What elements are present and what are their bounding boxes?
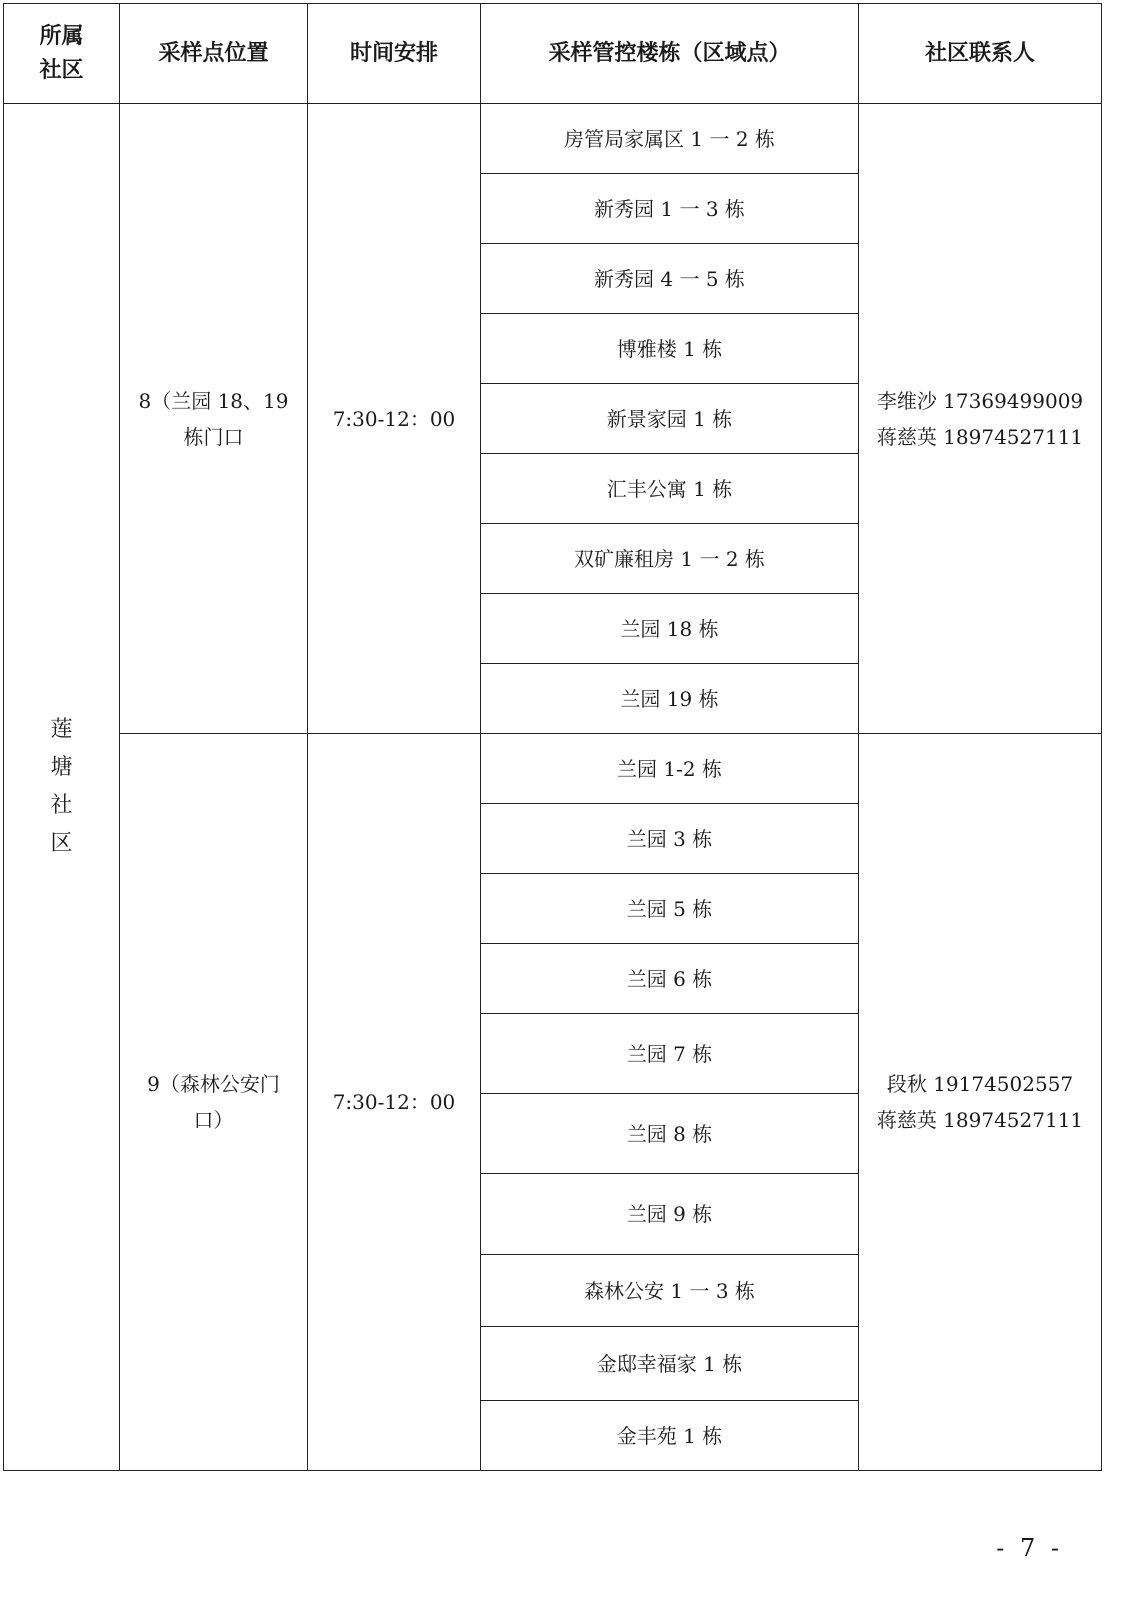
building-cell: 房管局家属区 1 一 2 栋	[481, 104, 859, 174]
community-cell	[4, 104, 120, 1471]
header-row	[4, 4, 1102, 104]
building-cell: 兰园 3 栋	[481, 804, 859, 874]
building-cell: 兰园 18 栋	[481, 594, 859, 664]
site-cell	[120, 104, 308, 734]
building-cell: 兰园 7 栋	[481, 1014, 859, 1094]
building-cell: 兰园 9 栋	[481, 1174, 859, 1255]
site-label: 8（兰园 18、19 栋门口	[138, 388, 289, 449]
header-buildings: 采样管控楼栋（区域点）	[481, 4, 859, 104]
contact-entry: 段秋 19174502557	[886, 1072, 1074, 1096]
header-community: 所属社区	[4, 4, 120, 104]
page-number: - 7 -	[996, 1534, 1063, 1562]
building-cell: 兰园 19 栋	[481, 664, 859, 734]
building-cell: 新秀园 1 一 3 栋	[481, 174, 859, 244]
building-cell: 金邸幸福家 1 栋	[481, 1327, 859, 1401]
contacts-cell	[859, 104, 1102, 734]
building-cell: 金丰苑 1 栋	[481, 1401, 859, 1471]
time-cell	[308, 104, 481, 734]
community-name: 莲塘社区	[50, 717, 73, 856]
sampling-schedule-table	[3, 3, 1102, 1471]
time-value: 7:30-12：00	[332, 406, 456, 431]
contact-entry: 蒋慈英 18974527111	[876, 1108, 1084, 1132]
building-cell: 兰园 5 栋	[481, 874, 859, 944]
header-contacts: 社区联系人	[859, 4, 1102, 104]
building-cell: 兰园 8 栋	[481, 1094, 859, 1174]
contacts-cell	[859, 734, 1102, 1471]
building-cell: 双矿廉租房 1 一 2 栋	[481, 524, 859, 594]
building-cell: 森林公安 1 一 3 栋	[481, 1255, 859, 1327]
site-cell	[120, 734, 308, 1471]
contact-entry: 蒋慈英 18974527111	[876, 424, 1084, 449]
header-site: 采样点位置	[120, 4, 308, 104]
building-cell: 新秀园 4 一 5 栋	[481, 244, 859, 314]
site-label: 9（森林公安门口）	[147, 1072, 280, 1132]
building-cell: 兰园 1-2 栋	[481, 734, 859, 804]
building-cell: 兰园 6 栋	[481, 944, 859, 1014]
building-cell: 汇丰公寓 1 栋	[481, 454, 859, 524]
building-cell: 新景家园 1 栋	[481, 384, 859, 454]
header-time: 时间安排	[308, 4, 481, 104]
time-cell	[308, 734, 481, 1471]
contact-entry: 李维沙 17369499009	[876, 388, 1084, 413]
table-row	[4, 734, 1102, 804]
table-row	[4, 104, 1102, 174]
building-cell: 博雅楼 1 栋	[481, 314, 859, 384]
time-value: 7:30-12：00	[332, 1090, 456, 1114]
